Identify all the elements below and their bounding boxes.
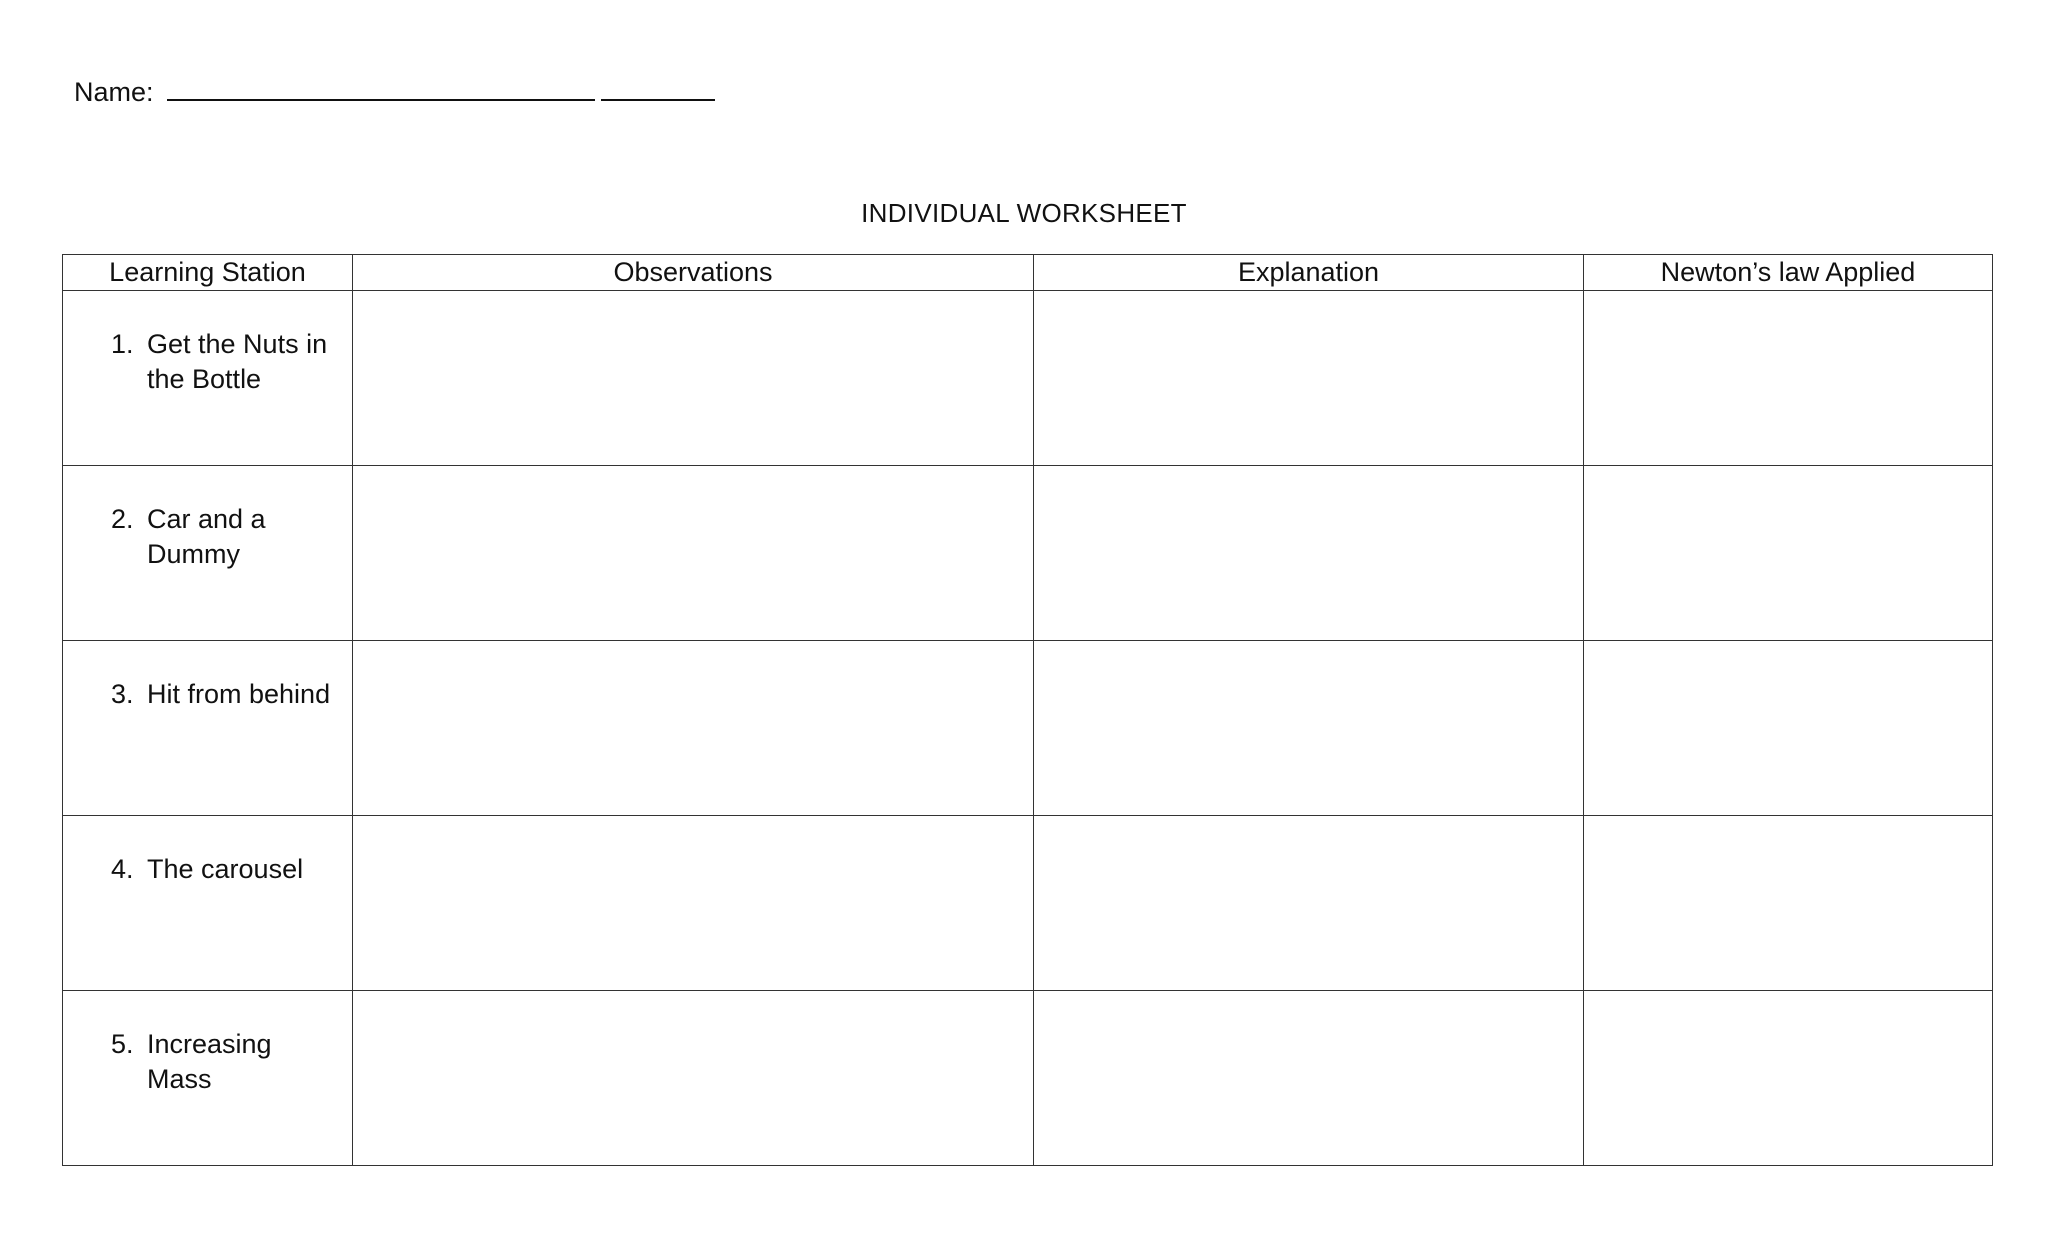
station-number: 2. (111, 504, 134, 534)
column-header-observations: Observations (353, 255, 1034, 291)
explanation-cell[interactable] (1034, 291, 1584, 466)
explanation-cell[interactable] (1034, 466, 1584, 641)
worksheet-table (62, 254, 1993, 1166)
station-name: Hit from behind (147, 679, 331, 709)
name-label: Name: (74, 77, 154, 107)
observations-cell[interactable] (353, 291, 1034, 466)
table-row (63, 991, 1993, 1166)
table-row (63, 291, 1993, 466)
station-cell (63, 641, 353, 816)
station-name: Get the Nuts in the Bottle (147, 329, 328, 394)
station-cell (63, 991, 353, 1166)
worksheet-title: INDIVIDUAL WORKSHEET (861, 198, 1187, 228)
newtons-law-cell[interactable] (1584, 466, 1993, 641)
station-cell (63, 291, 353, 466)
newtons-law-cell[interactable] (1584, 816, 1993, 991)
observations-cell[interactable] (353, 816, 1034, 991)
table-row (63, 816, 1993, 991)
table-row (63, 641, 1993, 816)
station-number: 4. (111, 854, 134, 884)
name-field[interactable] (74, 74, 715, 110)
station-name: The carousel (147, 854, 304, 884)
newtons-law-cell[interactable] (1584, 641, 1993, 816)
explanation-cell[interactable] (1034, 991, 1584, 1166)
station-name: Car and a Dummy (147, 504, 266, 569)
column-header-learning-station: Learning Station (63, 255, 353, 291)
newtons-law-cell[interactable] (1584, 991, 1993, 1166)
station-name: Increasing Mass (147, 1029, 272, 1094)
station-cell (63, 466, 353, 641)
station-number: 3. (111, 679, 134, 709)
station-number: 1. (111, 329, 134, 359)
name-blank-line[interactable] (167, 77, 595, 101)
station-cell (63, 816, 353, 991)
explanation-cell[interactable] (1034, 641, 1584, 816)
name-blank-line-extension[interactable] (601, 77, 715, 101)
observations-cell[interactable] (353, 991, 1034, 1166)
table-header-row (63, 255, 1993, 291)
observations-cell[interactable] (353, 641, 1034, 816)
station-number: 5. (111, 1029, 134, 1059)
column-header-newtons-law: Newton’s law Applied (1584, 255, 1993, 291)
column-header-explanation: Explanation (1034, 255, 1584, 291)
newtons-law-cell[interactable] (1584, 291, 1993, 466)
table-row (63, 466, 1993, 641)
observations-cell[interactable] (353, 466, 1034, 641)
explanation-cell[interactable] (1034, 816, 1584, 991)
